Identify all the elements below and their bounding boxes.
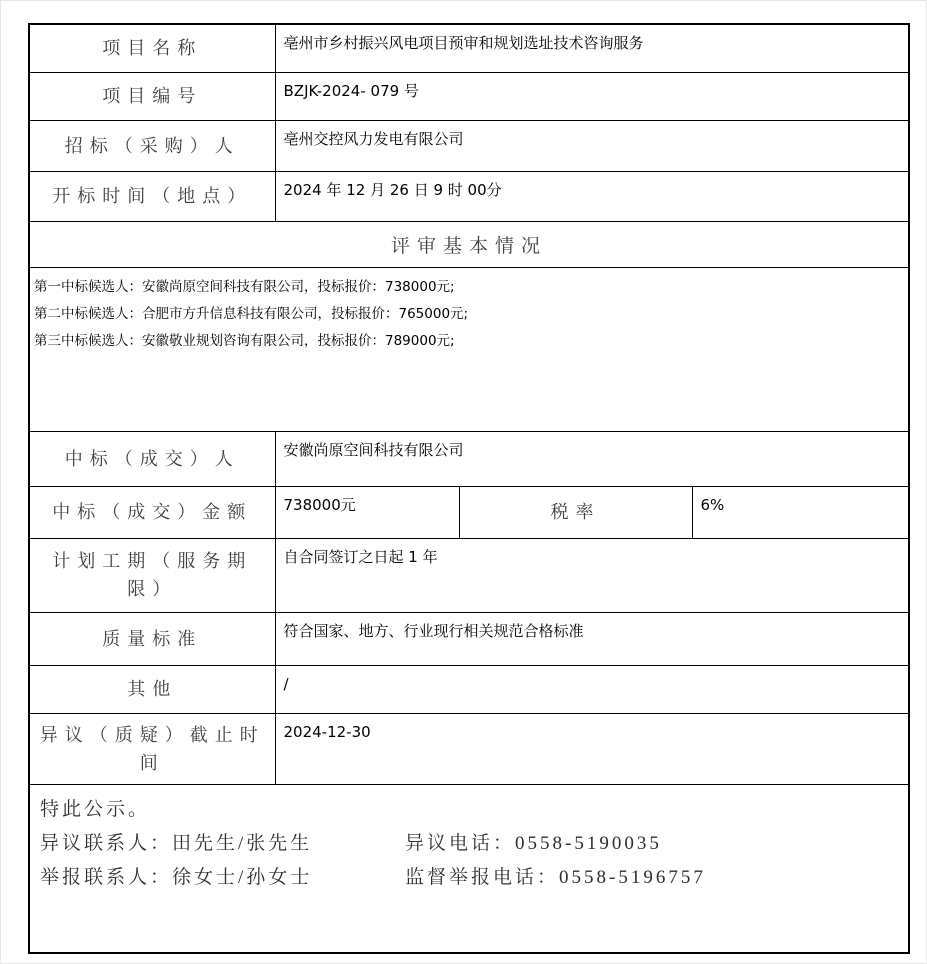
label-service-period: 计划工期（服务期限） <box>29 538 275 612</box>
label-winner: 中标（成交）人 <box>29 431 275 486</box>
table-row <box>29 24 909 72</box>
footer-notice-cell <box>29 784 909 953</box>
value-other: / <box>275 665 909 713</box>
label-quality-standard: 质量标准 <box>29 612 275 665</box>
table-row <box>29 221 909 267</box>
candidate-line-2: 第二中标候选人：合肥市方升信息科技有限公司，投标报价：765000元; <box>34 305 469 322</box>
label-tax-rate: 税率 <box>459 486 692 538</box>
table-row <box>29 713 909 784</box>
table-row <box>29 267 909 431</box>
review-candidates-cell <box>29 267 909 431</box>
label-project-number: 项目编号 <box>29 72 275 120</box>
objection-contact-line <box>40 827 900 861</box>
table-row <box>29 538 909 612</box>
value-purchaser: 亳州交控风力发电有限公司 <box>275 120 909 171</box>
table-row <box>29 72 909 120</box>
table-row <box>29 486 909 538</box>
table-row <box>29 612 909 665</box>
table-row <box>29 784 909 953</box>
table-row <box>29 120 909 171</box>
value-project-name: 亳州市乡村振兴风电项目预审和规划选址技术咨询服务 <box>275 24 909 72</box>
label-purchaser: 招标（采购）人 <box>29 120 275 171</box>
candidate-line-1: 第一中标候选人：安徽尚原空间科技有限公司，投标报价：738000元; <box>34 278 455 295</box>
value-service-period: 自合同签订之日起 1 年 <box>275 538 909 612</box>
public-notice-text: 特此公示。 <box>40 798 151 820</box>
value-bid-opening-time: 2024 年 12 月 26 日 9 时 00分 <box>275 171 909 221</box>
bid-result-table <box>28 23 910 954</box>
label-bid-opening-time: 开标时间（地点） <box>29 171 275 221</box>
review-section-title: 评审基本情况 <box>29 221 909 267</box>
candidate-line-3: 第三中标候选人：安徽敬业规划咨询有限公司，投标报价：789000元; <box>34 332 455 349</box>
value-objection-deadline: 2024-12-30 <box>275 713 909 784</box>
value-project-number: BZJK-2024- 079 号 <box>275 72 909 120</box>
value-winner: 安徽尚原空间科技有限公司 <box>275 431 909 486</box>
report-contact-line <box>40 861 900 895</box>
value-tax-rate: 6% <box>692 486 909 538</box>
table-row <box>29 171 909 221</box>
report-contact-person: 举报联系人：徐女士/孙女士 <box>40 866 313 888</box>
objection-contact-person: 异议联系人：田先生/张先生 <box>40 832 313 854</box>
table-row <box>29 665 909 713</box>
label-project-name: 项目名称 <box>29 24 275 72</box>
objection-phone: 异议电话：0558-5190035 <box>405 832 662 854</box>
table-row <box>29 431 909 486</box>
label-objection-deadline: 异议（质疑）截止时间 <box>29 713 275 784</box>
value-award-amount: 738000元 <box>275 486 459 538</box>
label-other: 其他 <box>29 665 275 713</box>
report-phone: 监督举报电话：0558-5196757 <box>405 866 706 888</box>
value-quality-standard: 符合国家、地方、行业现行相关规范合格标准 <box>275 612 909 665</box>
label-award-amount: 中标（成交）金额 <box>29 486 275 538</box>
